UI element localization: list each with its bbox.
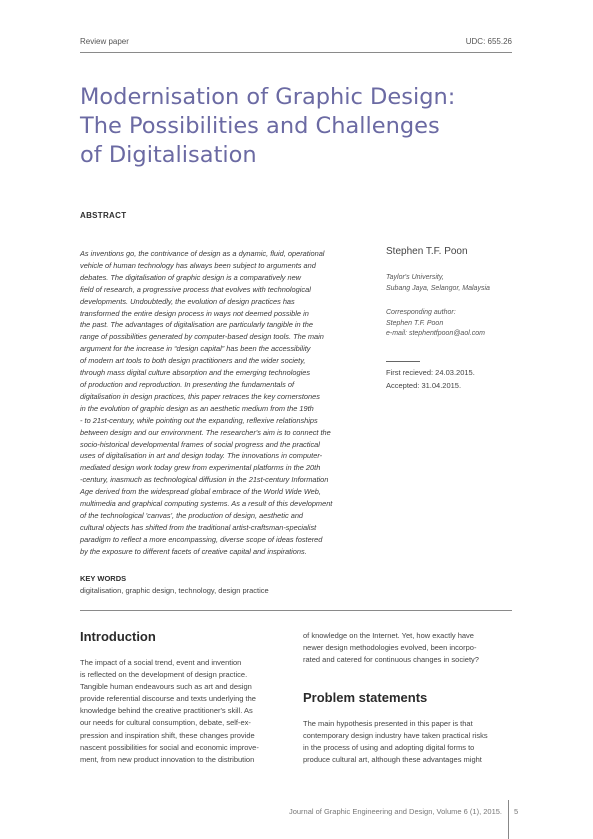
abstract-line: through mass digital culture absorption and the emerging technologies bbox=[80, 368, 311, 378]
accepted-date: Accepted: 31.04.2015. bbox=[386, 380, 462, 390]
title-line: The Possibilities and Challenges bbox=[80, 113, 440, 139]
body-line: produce cultural art, although these advantages might bbox=[303, 755, 482, 765]
problem-statements-body bbox=[303, 718, 515, 766]
abstract-line: argument for the increase in “design capital” has been the accessibility bbox=[80, 344, 311, 354]
page-number: 5 bbox=[514, 807, 519, 816]
abstract-line: multimedia and graphical computing systems. As a result of this development bbox=[80, 499, 333, 509]
abstract-line: mediated design work today grew from experimental platforms in the 20th bbox=[80, 463, 321, 473]
body-line: newer design methodologies evolved, been incorpo- bbox=[303, 643, 477, 653]
correspondence-line: Stephen T.F. Poon bbox=[386, 319, 444, 327]
author-email: e-mail: stephentfpoon@aol.com bbox=[386, 330, 485, 337]
header-rule bbox=[80, 52, 512, 53]
body-line: The impact of a social trend, event and invention bbox=[80, 658, 242, 667]
page-title bbox=[80, 83, 500, 170]
abstract-body bbox=[80, 248, 370, 558]
correspondence-line: Corresponding author: bbox=[386, 309, 456, 316]
corresponding-author bbox=[386, 308, 485, 340]
abstract-line: debates. The digitalisation of graphic design is a comparatively new bbox=[80, 272, 302, 282]
footer-journal: Journal of Graphic Engineering and Design, Volume 6 (1), 2015. bbox=[288, 807, 502, 816]
keywords-list: digitalisation, graphic design, technology, design practice bbox=[80, 586, 269, 595]
body-line: in the process of using and adopting digital forms to bbox=[303, 743, 475, 753]
affiliation-line: Subang Jaya, Selangor, Malaysia bbox=[386, 284, 490, 292]
problem-statements-heading: Problem statements bbox=[303, 690, 428, 705]
keywords-heading: KEY WORDS bbox=[80, 574, 127, 583]
abstract-line: vehicle of human technology has always been subject to arguments and bbox=[80, 260, 316, 270]
author-affiliation bbox=[386, 273, 490, 294]
introduction-body bbox=[80, 657, 290, 766]
submission-dates bbox=[386, 367, 475, 392]
body-line: is reflected on the development of design practice. bbox=[80, 670, 248, 680]
abstract-line: As inventions go, the contrivance of design as a dynamic, fluid, operational bbox=[80, 249, 325, 258]
abstract-line: socio-historical developmental frames of social progress and the practical bbox=[80, 439, 320, 449]
abstract-line: of the technological 'canvas', the production of design, aesthetic and bbox=[80, 510, 304, 520]
body-line: Tangible human endeavours such as art and design bbox=[80, 682, 252, 692]
abstract-line: by the exposure to different facets of creative capital and inspirations. bbox=[80, 546, 307, 556]
footer-divider bbox=[508, 800, 509, 839]
author-name: Stephen T.F. Poon bbox=[386, 246, 468, 257]
abstract-line: Age derived from the widespread global embrace of the World Wide Web, bbox=[80, 487, 321, 497]
affiliation-line: Taylor's University, bbox=[386, 274, 444, 281]
body-line: The main hypothesis presented in this paper is that bbox=[303, 719, 473, 728]
abstract-line: in the evolution of graphic design as an aesthetic medium from the 19th bbox=[80, 403, 314, 413]
body-line: rated and catered for continuous changes in society? bbox=[303, 655, 479, 665]
body-line: pression and inspiration shift, these changes provide bbox=[80, 730, 255, 740]
abstract-line: field of research, a progressive process that evolves with technological bbox=[80, 284, 311, 294]
abstract-line: of production and reproduction. In presenting the fundamentals of bbox=[80, 379, 295, 389]
abstract-line: digitalisation in design practices, this paper retraces the key cornerstones bbox=[80, 391, 320, 401]
title-line: of Digitalisation bbox=[80, 142, 257, 168]
abstract-line: range of possibilities generated by computer-based design tools. The main bbox=[80, 332, 324, 342]
abstract-line: of modern art tools to both design practitioners and the wider society, bbox=[80, 356, 306, 366]
abstract-line: -century, inasmuch as technological diffusion in the 21st-century Information bbox=[80, 475, 329, 485]
abstract-line: uses of digitalisation in art and design today. The innovations in computer- bbox=[80, 451, 323, 461]
abstract-line: cultural objects has shifted from the traditional artist-craftsman-specialist bbox=[80, 522, 317, 532]
received-date: First recieved: 24.03.2015. bbox=[386, 368, 475, 377]
body-line: contemporary design industry have taken practical risks bbox=[303, 731, 488, 741]
title-line: Modernisation of Graphic Design: bbox=[80, 84, 456, 110]
abstract-heading: ABSTRACT bbox=[80, 211, 127, 220]
body-line: nascent possibilities for social and economic improve- bbox=[80, 742, 259, 752]
body-line: ment, from new product innovation to the distribution bbox=[80, 754, 255, 764]
abstract-line: transformed the entire design process in ways not deemed possible in bbox=[80, 308, 309, 318]
section-rule bbox=[80, 610, 512, 611]
body-line: our needs for cultural consumption, debate, self-ex- bbox=[80, 718, 251, 728]
paper-type: Review paper bbox=[80, 37, 129, 46]
body-line: knowledge behind the creative practitioner's skill. As bbox=[80, 706, 253, 716]
body-line: provide referential discourse and texts underlying the bbox=[80, 694, 256, 704]
introduction-heading: Introduction bbox=[80, 629, 156, 644]
introduction-continued bbox=[303, 630, 515, 666]
abstract-line: - to 21st-century, while pointing out the expanding, reflexive relationships bbox=[80, 415, 318, 425]
dates-divider bbox=[386, 361, 420, 362]
abstract-line: the past. The advantages of digitalisation are particularly tangible in the bbox=[80, 320, 313, 330]
abstract-line: paradigm to reflect a more encompassing, diverse scope of ideas fostered bbox=[80, 534, 323, 544]
abstract-line: developments. Undoubtedly, the evolution of design practices has bbox=[80, 296, 295, 306]
body-line: of knowledge on the Internet. Yet, how exactly have bbox=[303, 631, 474, 640]
abstract-line: between design and our environment. The researcher's aim is to connect the bbox=[80, 427, 331, 437]
udc-code: UDC: 655.26 bbox=[465, 37, 512, 46]
